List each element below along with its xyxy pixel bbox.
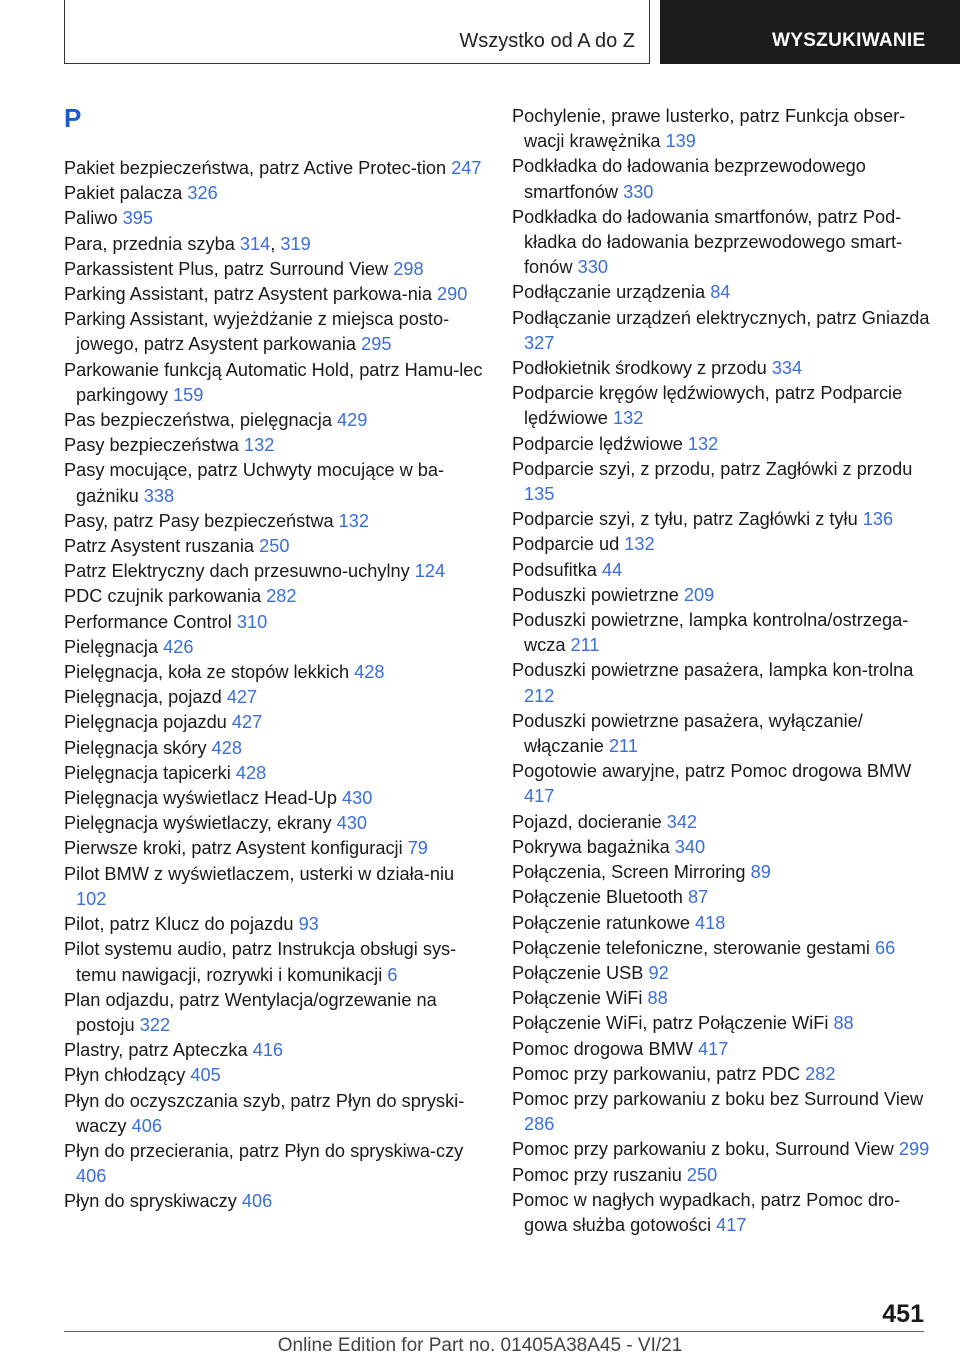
page-link[interactable]: 212 — [524, 685, 555, 706]
index-entry-label: Podparcie kręgów lędźwiowych, patrz Podparcie lędźwiowe — [512, 383, 903, 429]
page-link[interactable]: 88 — [833, 1013, 854, 1034]
index-entry-label: Pasy mocujące, patrz Uchwyty mocujące w ba-gażniku — [64, 460, 445, 506]
index-entry — [64, 685, 484, 710]
page-link[interactable]: 79 — [407, 838, 428, 859]
page-link[interactable]: 395 — [122, 208, 153, 229]
index-entry-label: Poduszki powietrzne pasażera, wyłączanie/ włączanie — [512, 710, 863, 757]
index-entry-label: Plastry, patrz Apteczka — [64, 1040, 248, 1061]
index-entry — [64, 257, 484, 282]
page-link[interactable]: 282 — [805, 1063, 836, 1084]
page-link[interactable]: 132 — [612, 408, 644, 429]
index-entry-label: Połączenia, Screen Mirroring — [512, 862, 746, 883]
index-entry — [64, 1189, 484, 1214]
page-link[interactable]: 132 — [338, 510, 369, 531]
index-entry — [64, 786, 484, 811]
index-entry-label: Pielęgnacja — [64, 636, 159, 657]
page-link[interactable]: 416 — [252, 1040, 284, 1061]
page-link[interactable]: 92 — [648, 962, 669, 983]
index-entry-label: Poduszki powietrzne pasażera, lampka kon-trolna — [512, 660, 914, 681]
index-entry — [64, 206, 484, 231]
page-link[interactable]: 334 — [771, 358, 803, 379]
index-entry-label: Pas bezpieczeństwa, pielęgnacja — [64, 410, 332, 431]
index-entry-label: Pomoc przy parkowaniu, patrz PDC — [512, 1063, 801, 1084]
index-entry — [512, 885, 932, 910]
footer-divider — [64, 1331, 924, 1332]
index-entry — [512, 1037, 932, 1062]
index-entry-label: Płyn chłodzący — [64, 1065, 186, 1086]
index-entry-label: Podkładka do ładowania bezprzewodowego smartfonów — [512, 156, 866, 202]
page-link[interactable]: 66 — [874, 937, 896, 958]
page-link[interactable]: 124 — [414, 561, 446, 582]
index-entry-label: Pielęgnacja wyświetlacz Head-Up — [64, 788, 337, 809]
page-link[interactable]: 136 — [862, 509, 894, 530]
header-title: Wszystko od A do Z — [459, 30, 635, 52]
page-link[interactable]: 417 — [524, 786, 555, 807]
index-entry — [512, 759, 932, 809]
index-entry-label: Pakiet bezpieczeństwa, patrz Active Protec-tion — [64, 158, 447, 178]
index-entry — [64, 584, 484, 609]
index-entry — [512, 1011, 932, 1036]
page-link[interactable]: 338 — [143, 485, 175, 506]
index-entry — [64, 1038, 484, 1063]
index-entry — [512, 457, 932, 507]
index-entry-label: Paliwo — [64, 208, 118, 229]
index-entry-label: Podparcie lędźwiowe — [512, 433, 683, 454]
index-column-right — [512, 104, 932, 1238]
index-entry — [64, 181, 484, 206]
page-link[interactable]: 6 — [387, 964, 398, 985]
page-link[interactable]: 429 — [337, 410, 368, 431]
index-entry-label: Podłączanie urządzeń elektrycznych, patrz Gniazda — [512, 307, 930, 328]
page-link[interactable]: 314 — [239, 233, 271, 254]
index-entry-label: Parkassistent Plus, patrz Surround View — [64, 258, 389, 279]
index-entry — [512, 860, 932, 885]
index-entry — [512, 1087, 932, 1137]
page-link[interactable]: 428 — [211, 737, 242, 758]
page-link[interactable]: 310 — [236, 611, 268, 632]
index-entry — [512, 104, 932, 154]
index-entry — [64, 736, 484, 761]
index-entry — [64, 458, 484, 508]
index-list-left — [64, 156, 484, 1215]
index-entry — [512, 205, 932, 281]
page-link[interactable]: 132 — [624, 534, 655, 555]
page-link[interactable]: 295 — [361, 334, 392, 355]
index-entry-label: Pielęgnacja skóry — [64, 737, 207, 758]
index-entry — [512, 658, 932, 708]
index-entry — [64, 635, 484, 660]
page-link[interactable]: 299 — [898, 1139, 930, 1160]
index-entry — [512, 835, 932, 860]
index-entry-label: Połączenie USB — [512, 962, 644, 983]
index-entry — [512, 532, 932, 557]
index-list-right — [512, 104, 932, 1238]
index-entry — [64, 509, 484, 534]
page-link[interactable]: 44 — [602, 559, 623, 580]
index-entry — [512, 961, 932, 986]
index-entry — [512, 936, 932, 961]
index-entry-label: Połączenie WiFi — [512, 988, 643, 1009]
index-entry-label: PDC czujnik parkowania — [64, 586, 262, 607]
index-entry-label: Parking Assistant, wyjeżdżanie z miejsca posto-jowego, patrz Asystent parkowania — [64, 309, 450, 355]
index-entry — [64, 761, 484, 786]
page-link[interactable]: 250 — [259, 536, 290, 557]
index-entry — [64, 282, 484, 307]
page-link[interactable]: 247 — [451, 158, 482, 178]
index-entry — [64, 408, 484, 433]
index-entry — [64, 433, 484, 458]
index-entry-label: Podparcie szyi, z tyłu, patrz Zagłówki z tyłu — [512, 509, 858, 530]
index-entry — [64, 1063, 484, 1088]
index-entry — [512, 432, 932, 457]
index-entry — [64, 307, 484, 357]
page-link[interactable]: 406 — [131, 1115, 162, 1136]
index-entry-label: Parking Assistant, patrz Asystent parkowa-nia — [64, 284, 432, 305]
index-entry-label: Pielęgnacja tapicerki — [64, 762, 231, 783]
index-entry — [512, 306, 932, 356]
index-entry-label: Pakiet palacza — [64, 183, 183, 204]
index-entry — [64, 1089, 484, 1139]
page-link[interactable]: 211 — [570, 635, 600, 656]
index-entry — [64, 660, 484, 685]
page-link[interactable]: 298 — [393, 258, 424, 279]
index-entry — [512, 1062, 932, 1087]
page-link[interactable]: 135 — [524, 484, 555, 505]
page-link[interactable]: 417 — [698, 1038, 729, 1059]
index-entry-label: Podłokietnik środkowy z przodu — [512, 358, 767, 379]
index-entry — [512, 1163, 932, 1188]
index-entry — [64, 559, 484, 584]
page-link[interactable]: 282 — [266, 586, 297, 607]
index-entry — [64, 1139, 484, 1189]
index-entry-label: Pomoc drogowa BMW — [512, 1038, 693, 1059]
page-link[interactable]: 430 — [342, 788, 373, 809]
page-link[interactable]: 417 — [716, 1214, 747, 1235]
index-entry-label: Pojazd, docieranie — [512, 811, 662, 832]
page-link[interactable]: 132 — [243, 435, 275, 456]
index-entry-label: Płyn do przecierania, patrz Płyn do spryskiwa-czy — [64, 1140, 464, 1161]
index-entry — [64, 156, 484, 181]
index-entry-label: Pomoc w nagłych wypadkach, patrz Pomoc dro-gowa służba gotowości — [512, 1189, 901, 1235]
index-entry-label: Pogotowie awaryjne, patrz Pomoc drogowa BMW — [512, 761, 912, 782]
index-entry — [512, 911, 932, 936]
page-link[interactable]: 290 — [437, 284, 468, 305]
index-entry — [512, 709, 932, 759]
index-entry — [64, 836, 484, 861]
index-entry — [64, 358, 484, 408]
index-entry — [64, 534, 484, 559]
index-entry-label: Pielęgnacja, pojazd — [64, 687, 222, 708]
index-entry — [512, 1137, 932, 1162]
index-entry — [64, 862, 484, 912]
index-entry-label: Plan odjazdu, patrz Wentylacja/ogrzewanie na postoju — [64, 989, 437, 1035]
page-link[interactable]: 340 — [674, 836, 706, 857]
index-entry-label: Połączenie ratunkowe — [512, 912, 690, 933]
search-tab[interactable]: WYSZUKIWANIE — [660, 0, 960, 64]
page-link[interactable]: 330 — [623, 181, 654, 202]
page-link[interactable]: 88 — [647, 988, 668, 1009]
index-entry-label: Parkowanie funkcją Automatic Hold, patrz Hamu-lec parkingowy — [64, 359, 483, 405]
index-column-left — [64, 104, 484, 1215]
index-entry — [512, 381, 932, 431]
page-link[interactable]: 427 — [226, 687, 258, 708]
index-entry-label: Para, przednia szyba — [64, 233, 235, 254]
index-entry-label: Pielęgnacja wyświetlaczy, ekrany — [64, 813, 332, 834]
index-entry-label: Pomoc przy ruszaniu — [512, 1164, 682, 1185]
page-link[interactable]: 406 — [76, 1166, 107, 1187]
index-entry-label: Performance Control — [64, 611, 232, 632]
index-entry: Para, przednia szyba 314, 319 — [64, 233, 311, 254]
index-entry-label: Pasy, patrz Pasy bezpieczeństwa — [64, 510, 334, 531]
footer-edition: Online Edition for Part no. 01405A38A45 - VI/21 — [277, 1335, 683, 1356]
index-entry-label: Płyn do oczyszczania szyb, patrz Płyn do spryski-waczy — [64, 1090, 465, 1136]
page-link[interactable]: 406 — [241, 1191, 273, 1212]
index-entry-label: Podparcie ud — [512, 534, 620, 555]
index-entry-label: Pokrywa bagażnika — [512, 836, 670, 857]
index-entry — [64, 937, 484, 987]
header-title-box — [64, 0, 650, 64]
index-entry-label: Pielęgnacja, koła ze stopów lekkich — [64, 662, 350, 683]
index-entry-label: Podkładka do ładowania smartfonów, patrz Pod-kładka do ładowania bezprzewodowego smart-fonów — [512, 206, 903, 278]
index-entry — [64, 710, 484, 735]
index-entry-label: Połączenie telefoniczne, sterowanie gestami — [512, 937, 870, 958]
page-link[interactable]: 250 — [686, 1164, 718, 1185]
index-entry — [512, 1188, 932, 1238]
page-link[interactable]: 84 — [710, 282, 731, 303]
index-entry — [512, 154, 932, 204]
index-entry — [512, 810, 932, 835]
index-entry — [64, 988, 484, 1038]
page-link[interactable]: 132 — [687, 433, 719, 454]
page-link[interactable]: 211 — [608, 736, 638, 757]
index-entry-label: Poduszki powietrzne, lampka kontrolna/ostrzega-wcza — [512, 610, 909, 656]
page-link[interactable]: 427 — [231, 712, 263, 733]
page-link[interactable]: 430 — [336, 813, 367, 834]
page-link[interactable]: 139 — [665, 131, 696, 152]
index-entry-label: Pilot BMW z wyświetlaczem, usterki w działa-niu — [64, 863, 455, 884]
page-link[interactable]: 426 — [163, 636, 194, 657]
page-link[interactable]: 405 — [190, 1065, 221, 1086]
index-entry-label: Płyn do spryskiwaczy — [64, 1191, 237, 1212]
page-link[interactable]: 322 — [139, 1014, 171, 1035]
index-entry — [64, 912, 484, 937]
index-entry-label: Pilot, patrz Klucz do pojazdu — [64, 914, 294, 935]
index-entry — [64, 610, 484, 635]
page-link[interactable]: 159 — [173, 384, 204, 405]
page-link[interactable]: 102 — [76, 888, 107, 909]
index-entry-label: Pasy bezpieczeństwa — [64, 435, 239, 456]
index-entry-label: Pomoc przy parkowaniu z boku, Surround View — [512, 1139, 894, 1160]
index-entry — [512, 280, 932, 305]
page-link[interactable]: 418 — [695, 912, 726, 933]
index-entry-label: Pierwsze kroki, patrz Asystent konfiguracji — [64, 838, 403, 859]
index-entry — [512, 583, 932, 608]
page-link[interactable]: 209 — [683, 584, 715, 605]
index-entry-label: Patrz Asystent ruszania — [64, 536, 255, 557]
index-entry-label: Podsufitka — [512, 559, 597, 580]
index-entry-label: Pochylenie, prawe lusterko, patrz Funkcja obser-wacji krawężnika — [512, 106, 906, 152]
index-entry-label: Pomoc przy parkowaniu z boku bez Surround View — [512, 1088, 924, 1109]
index-entry-label: Pilot systemu audio, patrz Instrukcja obsługi sys-temu nawigacji, rozrywki i komunikacji — [64, 939, 457, 985]
section-letter: P — [64, 103, 82, 133]
page-link[interactable]: 326 — [187, 183, 218, 204]
index-entry-label: Pielęgnacja pojazdu — [64, 712, 227, 733]
index-entry — [512, 356, 932, 381]
index-entry — [512, 986, 932, 1011]
index-entry — [64, 811, 484, 836]
page-link[interactable]: 87 — [687, 887, 709, 908]
page-link[interactable]: 93 — [298, 914, 319, 935]
page-link[interactable]: 428 — [354, 662, 385, 683]
page-link[interactable]: 319 — [280, 233, 311, 254]
index-entry-label: Podłączanie urządzenia — [512, 282, 706, 303]
index-entry-label: Poduszki powietrzne — [512, 584, 679, 605]
index-entry-label: Patrz Elektryczny dach przesuwno-uchylny — [64, 561, 410, 582]
index-entry-label: Podparcie szyi, z przodu, patrz Zagłówki z przodu — [512, 458, 913, 479]
page-link[interactable]: 428 — [235, 762, 267, 783]
index-entry — [512, 558, 932, 583]
page-link[interactable]: 286 — [524, 1114, 555, 1135]
page-link[interactable]: 327 — [524, 332, 555, 353]
index-entry — [512, 507, 932, 532]
index-entry-label: Połączenie WiFi, patrz Połączenie WiFi — [512, 1013, 829, 1034]
index-entry — [512, 608, 932, 658]
page-link[interactable]: 330 — [577, 257, 608, 278]
page-number: 451 — [882, 1300, 924, 1328]
page-link[interactable]: 342 — [666, 811, 698, 832]
page-link[interactable]: 89 — [750, 862, 771, 883]
index-entry-label: Połączenie Bluetooth — [512, 887, 683, 908]
